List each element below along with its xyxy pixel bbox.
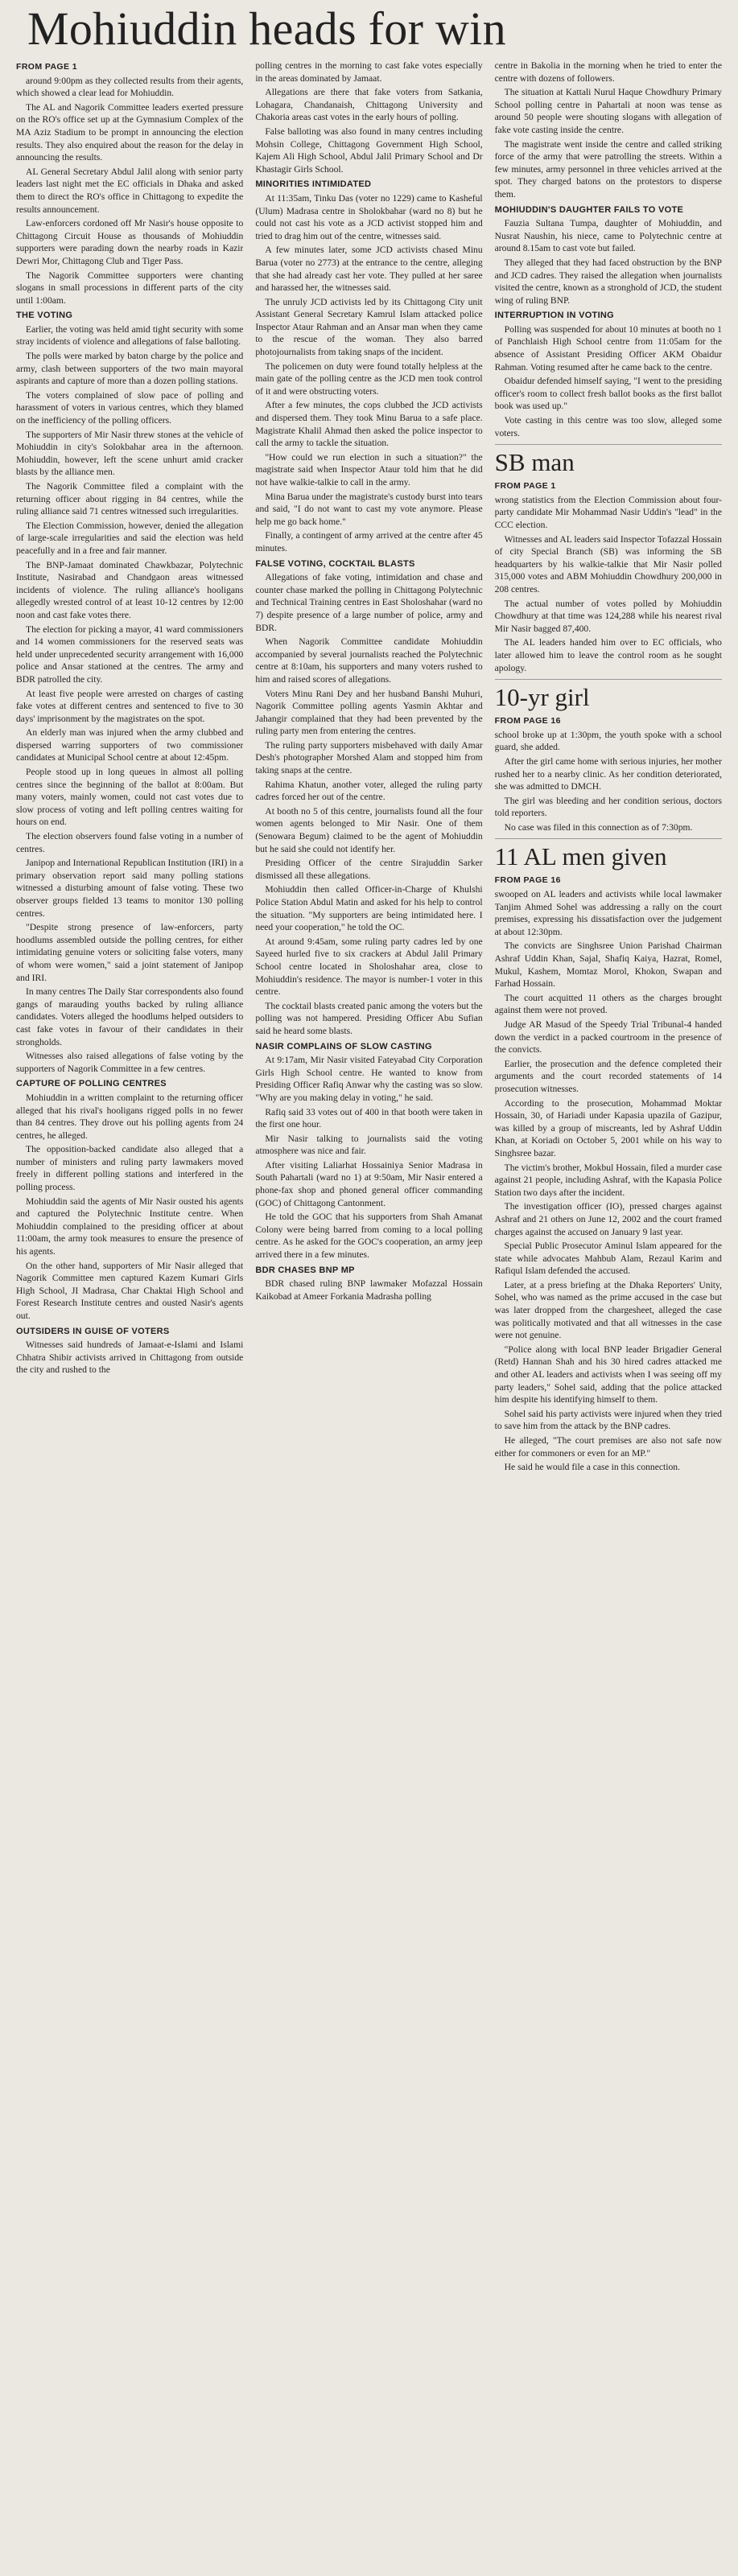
article-paragraph: The polls were marked by baton charge by the police and army, clash between supporters of the two main mayoral aspirants and capture of more than a dozen polling stations. bbox=[16, 351, 244, 387]
article-paragraph: The magistrate went inside the centre and called striking force of the army that were patrolling the streets. Within a few minutes, army personnel in three vehicles arrived at the spot. They charged batons on the protestors to disperse them. bbox=[494, 138, 722, 200]
story-headline: SB man bbox=[495, 444, 722, 477]
article-paragraph: AL General Secretary Abdul Jalil along with senior party leaders last night met the EC officials in Dhaka and asked them to direct the RO's office in Chittagong to expedite the results announcement. bbox=[16, 166, 244, 215]
article-paragraph: Sohel said his party activists were injured when they tried to save him from the attack by the BNP cadres. bbox=[494, 1408, 722, 1432]
article-paragraph: The unruly JCD activists led by its Chittagong City unit Assistant General Secretary Kamrul Islam attacked police Inspector Ataur Rahman and an Ansar man when they came to the rescue of the woman. They also barred photojournalists from taking snaps of the incident. bbox=[255, 296, 483, 358]
article-paragraph: Mir Nasir talking to journalists said the voting atmosphere was nice and fair. bbox=[255, 1133, 483, 1157]
article-paragraph: The AL leaders handed him over to EC officials, who later allowed him to leave the control room as he sought apology. bbox=[494, 637, 722, 673]
article-paragraph: On the other hand, supporters of Mir Nasir alleged that Nagorik Committee men captured Kazem Kumari Girls High School, JI Madrasa, Char Chaktai High School and Forest Research Institute centres and ousted Nasir's agents out. bbox=[16, 1260, 244, 1321]
article-paragraph: Mohiuddin then called Officer-in-Charge of Khulshi Police Station Abdul Matin and asked for his help to control the situation. "My supporters are being intimidated here. I need your cooperation," he told the OC. bbox=[255, 884, 483, 933]
article-paragraph: Special Public Prosecutor Aminul Islam appeared for the state while advocates Mahbub Alam, Rezaul Karim and Rafiqul Islam defended the accused. bbox=[494, 1241, 722, 1277]
column-2 bbox=[255, 60, 482, 2570]
article-paragraph: The voters complained of slow pace of polling and harassment of voters in various centres, which they blamed on the inefficiency of the polling officers. bbox=[16, 389, 244, 426]
section-subhead: OUTSIDERS IN GUISE OF VOTERS bbox=[16, 1326, 170, 1336]
article-paragraph: The election for picking a mayor, 41 ward commissioners and 14 women commissioners for the reserved seats was held under unprecedented security arrangement with 16,000 police and Ansar stationed at the centres. The army and BDR patrolled the city. bbox=[16, 623, 244, 685]
article-paragraph: The girl was bleeding and her condition serious, doctors told reporters. bbox=[494, 795, 722, 819]
article-paragraph: When Nagorik Committee candidate Mohiuddin accompanied by several journalists reached the Polytechnic centre at 8:10am, his supporters and many voters rushed to him and raised scores of allegations. bbox=[255, 636, 483, 685]
article-paragraph: Earlier, the prosecution and the defence completed their arguments and the court recorded statements of 14 prosecution witnesses. bbox=[494, 1058, 722, 1094]
article-paragraph: Judge AR Masud of the Speedy Trial Tribunal-4 handed down the verdict in a packed courtroom in the presence of the convicts. bbox=[494, 1019, 722, 1056]
article-paragraph: Witnesses and AL leaders said Inspector Tofazzal Hossain of city Special Branch (SB) was informing the SB headquarters by his walkie-talkie that Mir Nasir polled 315,000 votes and ABM Mohiuddin Chowdhury 200,000 in 208 centres. bbox=[494, 533, 722, 595]
article-paragraph: Allegations are there that fake voters from Satkania, Lohagara, Chandanaish, Chittagong University and Chakoria areas cast votes in the early hours of polling. bbox=[255, 87, 483, 123]
article-paragraph: He said he would file a case in this connection. bbox=[504, 1462, 680, 1473]
article-paragraph: After the girl came home with serious injuries, her mother rushed her to a nearby clinic. As her condition deteriorated, she was admitted to DMCH. bbox=[494, 755, 722, 792]
article-paragraph: At around 9:45am, some ruling party cadres led by one Sayeed hurled five to six crackers at Abdul Jalil Primary School centre located in Sholoshahar area, close to Mohiuddin's residence. The mayor is number-1 voter in this centre. bbox=[255, 936, 483, 998]
article-paragraph: After visiting Laliarhat Hossainiya Senior Madrasa in South Pahartali (ward no 1) at 9:50am, Mir Nasir entered a phone-fax shop and phoned general officer commanding (GOC) of Chittagong Cantonment. bbox=[255, 1159, 483, 1208]
article-paragraph: wrong statistics from the Election Commission about four-party candidate Mir Mohammad Nasir Uddin's "lead" in the CCC election. bbox=[494, 494, 722, 530]
article-paragraph: Mohiuddin said the agents of Mir Nasir ousted his agents and captured the Polytechnic Institute centre. When Mohiuddin complained to the presiding officer at about 11:00am, the army took measures to ensure the presence of his agents. bbox=[16, 1195, 244, 1257]
article-paragraph: At least five people were arrested on charges of casting fake votes at different centres and sentenced to five to 30 days' imprisonment by the magistrates on the spot. bbox=[16, 688, 244, 724]
article-paragraph: The ruling party supporters misbehaved with daily Amar Desh's photographer Morshed Alam and stopped him from taking snaps at the centre. bbox=[255, 739, 483, 776]
article-paragraph: The Nagorik Committee filed a complaint with the returning officer about rigging in 84 centres, while the ruling alliance said 71 centres witnessed such irregularities. bbox=[16, 481, 244, 517]
article-paragraph: Voters Minu Rani Dey and her husband Banshi Muhuri, Nagorik Committee polling agents Yasmin Akhtar and Jahangir complained that they had been prevented by the ruling party men from entering the centres. bbox=[255, 688, 483, 737]
section-subhead: CAPTURE OF POLLING CENTRES bbox=[16, 1079, 167, 1089]
article-paragraph: Finally, a contingent of army arrived at the centre after 45 minutes. bbox=[255, 530, 483, 553]
article-paragraph: Presiding Officer of the centre Sirajuddin Sarker dismissed all these allegations. bbox=[255, 858, 483, 881]
section-subhead: MOHIUDDIN'S DAUGHTER FAILS TO VOTE bbox=[494, 204, 684, 215]
article-paragraph: In many centres The Daily Star correspondents also found gangs of marauding youths backed by ruling alliance candidates. Voters alleged the hoodlums helped outsiders to cast fake votes in favour of their candidates in their strongholds. bbox=[16, 986, 244, 1047]
article-paragraph: The BNP-Jamaat dominated Chawkbazar, Polytechnic Institute, Nasirabad and Chandgaon areas witnessed incidents of violence. The ruling alliance's hooligans allegedly wrested control of at least 10-12 centres by 12:00 noon and cast fake votes there. bbox=[16, 559, 244, 620]
story-headline: 11 AL men given bbox=[495, 838, 722, 871]
headline: Mohiuddin heads for win bbox=[27, 2, 506, 55]
article-paragraph: The supporters of Mir Nasir threw stones at the vehicle of Mohiuddin in city's Solokbahar area in the afternoon. Mohiuddin, however, left the scene unhurt amid cracker blasts by the alliance men. bbox=[16, 429, 244, 478]
article-paragraph: school broke up at 1:30pm, the youth spoke with a school guard, she added. bbox=[494, 729, 722, 753]
article-paragraph: According to the prosecution, Mohammad Moktar Hossain, 30, of Hariadi under Kapasia upazila of Gazipur, was killed by a group of miscreants, led by Ashraf Uddin Khan, at Koriadi on October 5, 2001 while on his way to Singhsree bazar. bbox=[494, 1097, 722, 1158]
section-subhead: FALSE VOTING, COCKTAIL BLASTS bbox=[255, 558, 415, 569]
article-paragraph: Law-enforcers cordoned off Mr Nasir's house opposite to Chittagong Circuit House as thousands of Mohiuddin supporters were parading down the nearby roads in Kazir Dewri Mor, Chittagong Club and Tiger Pass. bbox=[16, 218, 244, 266]
article-paragraph: The victim's brother, Mokbul Hossain, filed a murder case against 21 people, including Ashraf, with the Kapasia Police Station two days after the incident. bbox=[494, 1162, 722, 1198]
article-paragraph: The actual number of votes polled by Mohiuddin Chowdhury at that time was 124,288 while his nearest rival Mir Nasir bagged 87,400. bbox=[494, 598, 722, 634]
article-paragraph: Obaidur defended himself saying, "I went to the presiding officer's room to collect fresh ballot books as the first ballot book was used up." bbox=[494, 376, 722, 412]
section-subhead: NASIR COMPLAINS OF SLOW CASTING bbox=[255, 1041, 432, 1051]
article-paragraph: At 11:35am, Tinku Das (voter no 1229) came to Kasheful (Ulum) Madrasa centre in Sholokbahar (ward no 8) but he could not cast his vote as a JCD activist stopped him and tried to drag him out of the centre, witnesses said. bbox=[255, 192, 483, 241]
article-paragraph: A few minutes later, some JCD activists chased Minu Barua (voter no 2773) at the entrance to the centre, alleging that she had already cast her vote. They pulled at her saree and harassed her, the witnesses said. bbox=[255, 245, 483, 294]
article-paragraph: They alleged that they had faced obstruction by the BNP and JCD cadres. They raised the allegation when journalists visited the centre, known as a stronghold of JCD, the student wing of ruling BNP. bbox=[494, 257, 722, 306]
article-paragraph: He alleged, "The court premises are also not safe now either for commoners or even for an MP." bbox=[494, 1435, 722, 1459]
section-subhead: INTERRUPTION IN VOTING bbox=[494, 311, 615, 321]
column-1 bbox=[16, 60, 243, 2570]
article-paragraph: The election observers found false voting in a number of centres. bbox=[16, 831, 244, 854]
article-paragraph: The Election Commission, however, denied the allegation of large-scale irregularities and said the election was held peacefully and in a free and fair manner. bbox=[16, 520, 244, 556]
article-paragraph: BDR chased ruling BNP lawmaker Mofazzal Hossain Kaikobad at Ameer Forkania Madrasha polling bbox=[255, 1278, 483, 1302]
article-paragraph: around 9:00pm as they collected results from their agents, which showed a clear lead for Mohiuddin. bbox=[16, 75, 244, 99]
article-paragraph: Allegations of fake voting, intimidation and chase and counter chase marked the polling in Chittagong Polytechnic and Technical Training centres in East Sholoshahar (ward no 7) despite presence of a large number of police, army and BDR. bbox=[255, 572, 483, 633]
article-paragraph: The investigation officer (IO), pressed charges against Ashraf and 21 others on June 12, 2002 and the court framed charges against the accused on January 9 last year. bbox=[494, 1201, 722, 1237]
article-paragraph: At 9:17am, Mir Nasir visited Fateyabad City Corporation Girls High School centre. He wanted to know from Presiding Officer Rafiq Anwar why the casting was so slow. "Why are you making delay in voting," he said. bbox=[255, 1055, 483, 1103]
article-paragraph: swooped on AL leaders and activists while local lawmaker Tanjim Ahmed Sohel was addressing a rally on the court premises, expressing his dissatisfaction over the judgement at about 12:30pm. bbox=[494, 889, 722, 937]
article-paragraph: Earlier, the voting was held amid tight security with some stray incidents of violence and allegations of false balloting. bbox=[16, 323, 244, 348]
article-paragraph: The Nagorik Committee supporters were chanting slogans in small processions in different parts of the city until 1:00am. bbox=[16, 270, 244, 306]
article-paragraph: He told the GOC that his supporters from Shah Amanat Colony were being barred from coming to a local polling centre. As he asked for the GOC's cooperation, an army jeep arrived there in a few minutes. bbox=[255, 1212, 483, 1261]
article-paragraph: Witnesses also raised allegations of false voting by the supporters of Nagorik Committee in a few centres. bbox=[16, 1051, 244, 1074]
page-reference: FROM PAGE 16 bbox=[494, 875, 561, 886]
article-paragraph: Witnesses said hundreds of Jamaat-e-Islami and Islami Chhatra Shibir activists arrived in Chittagong from outside the city and rushed to the bbox=[16, 1339, 244, 1376]
article-paragraph: Rahima Khatun, another voter, alleged the ruling party cadres forced her out of the centre. bbox=[255, 779, 483, 803]
article-paragraph: "Despite strong presence of law-enforcers, party hoodlums assembled outside the polling centres, for either intimidating genuine voters or soliciting false voters, many of whom were women," said a joint statement of Janipop and IRI. bbox=[16, 922, 244, 983]
article-paragraph: At booth no 5 of this centre, journalists found all the four women agents belonged to Mir Nasir. One of them (Senowara Begum) claimed to be the agent of Mohiuddin but he said she could not identify her. bbox=[255, 805, 483, 854]
article-columns bbox=[16, 60, 722, 2570]
page-reference: FROM PAGE 16 bbox=[494, 716, 561, 726]
article-paragraph: False balloting was also found in many centres including Mohsin College, Chittagong Government High School, Kajem Ali High School, Abdul Jalil Primary School and Dr Khastagir Girls School. bbox=[255, 126, 483, 175]
article-paragraph: The situation at Kattali Nurul Haque Chowdhury Primary School polling centre in Pahartali at noon was tense as around 50 people were shouting slogans with allegation of fake vote casting inside the centre. bbox=[494, 87, 722, 135]
article-paragraph: Mina Barua under the magistrate's custody burst into tears and said, "I do not want to cast my vote anymore. Please help me go back home." bbox=[255, 491, 483, 527]
article-paragraph: The policemen on duty were found totally helpless at the main gate of the polling centre as the JCD men took control of it and were obstructing voters. bbox=[255, 360, 483, 397]
article-paragraph: An elderly man was injured when the army clubbed and dispersed warring supporters of two commissioner candidates at Municipal School centre at about 12:45pm. bbox=[16, 727, 244, 763]
article-paragraph: Rafiq said 33 votes out of 400 in that booth were taken in the first one hour. bbox=[255, 1106, 483, 1130]
article-paragraph: Mohiuddin in a written complaint to the returning officer alleged that his rival's hooligans rigged polls in no fewer than 84 centres. They drove out his polling agents from 24 centres, he alleged. bbox=[16, 1092, 244, 1141]
section-subhead: THE VOTING bbox=[16, 311, 73, 321]
article-paragraph: The convicts are Singhsree Union Parishad Chairman Ashraf Uddin Khan, Sajal, Shafiq Kaiya, Hazrat, Romel, Mukul, Kashem, Momtaz Morol, Khokon, Swapan and Farhad Hossain. bbox=[494, 940, 722, 990]
story-headline: 10-yr girl bbox=[495, 679, 722, 712]
article-paragraph: polling centres in the morning to cast fake votes especially in the areas dominated by Jamaat. bbox=[255, 60, 483, 84]
page-reference: FROM PAGE 1 bbox=[494, 481, 556, 492]
article-paragraph: "How could we run election in such a situation?" the magistrate said when Inspector Ataur told him that he did not have walkie-talkie to call in the army. bbox=[255, 451, 483, 488]
section-subhead: BDR CHASES BNP MP bbox=[255, 1265, 355, 1275]
article-paragraph: centre in Bakolia in the morning when he tried to enter the centre with dozens of followers. bbox=[494, 60, 722, 84]
article-paragraph: The cocktail blasts created panic among the voters but the polling was not hampered. Presiding Officer Abu Sufian said he heard some blasts. bbox=[255, 1000, 483, 1036]
article-paragraph: Later, at a press briefing at the Dhaka Reporters' Unity, Sohel, who was named as the prime accused in the case but was later dropped from the chargesheet, alleged the case was politically motivated and that all witnesses in the case were not genuine. bbox=[494, 1279, 722, 1341]
section-subhead: MINORITIES INTIMIDATED bbox=[255, 179, 372, 190]
article-paragraph: The AL and Nagorik Committee leaders exerted pressure on the RO's office set up at the Gymnasium Complex of the MA Aziz Stadium to be prompt in announcing the election results. They also enquired about the reason for the delay in announcing the results. bbox=[16, 101, 244, 163]
article-paragraph: Fauzia Sultana Tumpa, daughter of Mohiuddin, and Nusrat Naushin, his niece, came to Polytechnic centre at around 8.15am to cast vote but failed. bbox=[494, 218, 722, 254]
article-paragraph: Vote casting in this centre was too slow, alleged some voters. bbox=[494, 415, 722, 438]
article-paragraph: No case was filed in this connection as of 7:30pm. bbox=[504, 821, 693, 833]
article-paragraph: Janipop and International Republican Institution (IRI) in a primary observation report said many polling stations witnessed a disturbing amount of false voting. These two observer groups fielded 13 teams to monitor 130 polling centres. bbox=[16, 858, 244, 919]
article-paragraph: The opposition-backed candidate also alleged that a number of ministers and ruling party lawmakers moved freely in different polling stations and interfered in the polling process. bbox=[16, 1144, 244, 1193]
page-reference: FROM PAGE 1 bbox=[16, 62, 77, 72]
article-paragraph: After a few minutes, the cops clubbed the JCD activists and dispersed them. They took Minu Barua to a safe place. Magistrate Khalil Ahmad then asked the police inspector to call the army to tackle the situation. bbox=[255, 400, 483, 449]
article-paragraph: The court acquitted 11 others as the charges brought against them were not proved. bbox=[494, 992, 722, 1016]
article-paragraph: People stood up in long queues in almost all polling centres since the beginning of the ballot at 8:00am. But many voters, mainly women, could not cast votes due to slow process of voting and left polling centres waiting for hours on end. bbox=[16, 767, 244, 828]
article-paragraph: Polling was suspended for about 10 minutes at booth no 1 of Panchlaish High School centre from 11:05am for the absence of Assistant Presiding Officer AKM Obaidur Rahman. Voting resumed after he came back to the centre. bbox=[494, 323, 722, 372]
article-paragraph: "Police along with local BNP leader Brigadier General (Retd) Hannan Shah and his 30 hired cadres attacked me and other AL leaders and activists when I was seeing off my party leaders," Sohel said, adding that the police attacked him despite his identifying himself to them. bbox=[494, 1344, 722, 1405]
column-3 bbox=[495, 60, 722, 2570]
